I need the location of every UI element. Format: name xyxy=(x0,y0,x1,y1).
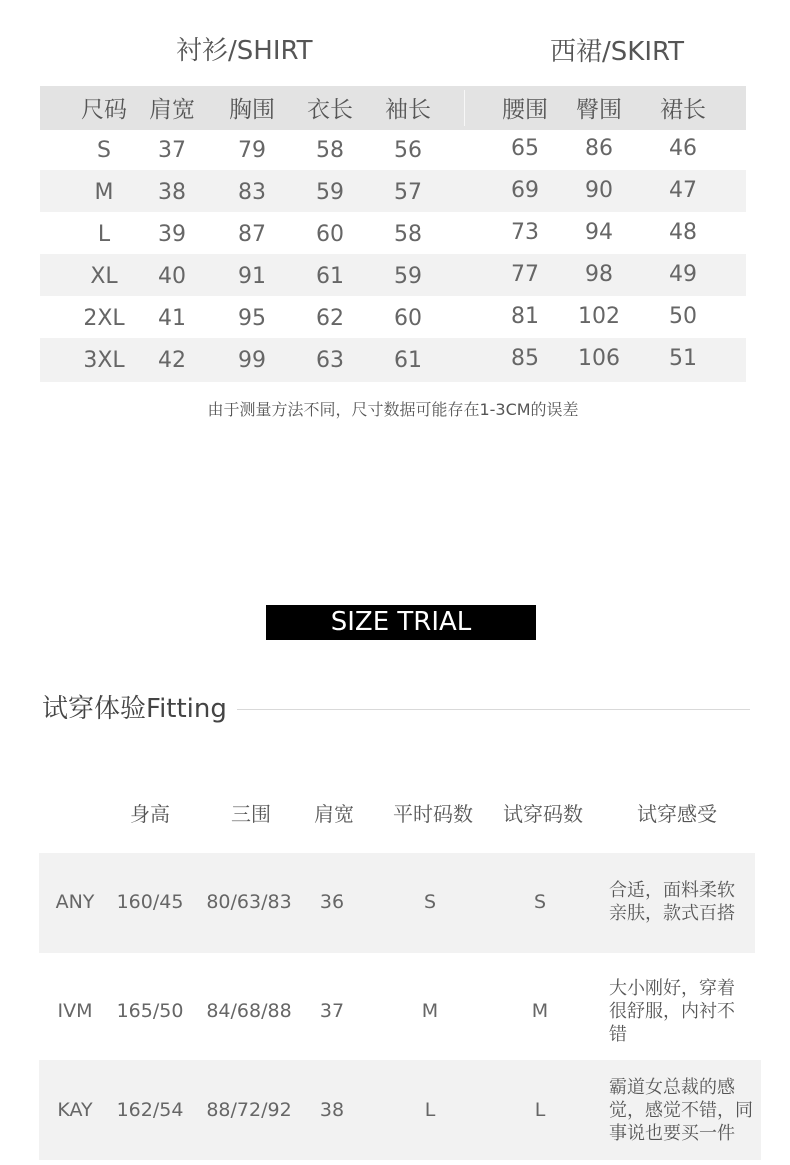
shirt-table-cell: 56 xyxy=(394,138,422,163)
skirt-table-cell: 85 xyxy=(511,346,539,371)
model-measurements: 84/68/88 xyxy=(206,1000,292,1022)
shirt-table-cell: 61 xyxy=(316,264,344,289)
skirt-column-header: 臀围 xyxy=(576,97,622,123)
skirt-table-cell: 51 xyxy=(669,346,697,371)
skirt-table-cell: 77 xyxy=(511,262,539,287)
shirt-table-cell: 63 xyxy=(316,348,344,373)
shirt-table-cell: 83 xyxy=(238,180,266,205)
model-name: IVM xyxy=(57,1000,93,1022)
skirt-table-cell: 98 xyxy=(585,262,613,287)
shirt-table-cell: M xyxy=(94,180,114,205)
shirt-column-header: 衣长 xyxy=(307,97,353,123)
shirt-table-cell: L xyxy=(97,222,111,247)
model-usual-size: M xyxy=(421,1000,439,1022)
shirt-column-header: 肩宽 xyxy=(149,97,195,123)
shirt-table-cell: 95 xyxy=(238,306,266,331)
skirt-table-cell: 46 xyxy=(669,136,697,161)
model-shoulder: 36 xyxy=(319,891,345,913)
fitting-title: 试穿体验Fitting xyxy=(42,694,227,724)
shirt-column-header: 袖长 xyxy=(385,97,431,123)
shirt-table-cell: 61 xyxy=(394,348,422,373)
model-measurements: 88/72/92 xyxy=(206,1099,292,1121)
shirt-column-header: 尺码 xyxy=(81,97,127,123)
model-usual-size: S xyxy=(423,891,437,913)
shirt-table-cell: 99 xyxy=(238,348,266,373)
fitting-column-header: 肩宽 xyxy=(314,802,354,826)
model-name: ANY xyxy=(55,891,95,913)
skirt-table-cell: 47 xyxy=(669,178,697,203)
shirt-table-cell: 38 xyxy=(158,180,186,205)
shirt-title: 衬衫/SHIRT xyxy=(176,36,313,66)
shirt-table-cell: 58 xyxy=(394,222,422,247)
shirt-table-cell: 79 xyxy=(238,138,266,163)
skirt-table-cell: 49 xyxy=(669,262,697,287)
model-measurements: 80/63/83 xyxy=(206,891,292,913)
shirt-table-cell: 60 xyxy=(316,222,344,247)
shirt-table-cell: 87 xyxy=(238,222,266,247)
fitting-column-header: 身高 xyxy=(130,802,170,826)
shirt-table-cell: 3XL xyxy=(83,348,125,373)
model-height-weight: 160/45 xyxy=(116,891,184,913)
model-feeling: 大小刚好，穿着很舒服，内衬不错 xyxy=(609,977,735,1045)
skirt-table-cell: 73 xyxy=(511,220,539,245)
skirt-column-header: 腰围 xyxy=(502,97,548,123)
model-height-weight: 162/54 xyxy=(116,1099,184,1121)
model-tried-size: L xyxy=(534,1099,546,1121)
model-shoulder: 37 xyxy=(319,1000,345,1022)
skirt-table-cell: 102 xyxy=(578,304,620,329)
skirt-table-cell: 81 xyxy=(511,304,539,329)
skirt-title: 西裙/SKIRT xyxy=(550,37,685,67)
skirt-table-cell: 50 xyxy=(669,304,697,329)
shirt-table-cell: 39 xyxy=(158,222,186,247)
skirt-table-cell: 69 xyxy=(511,178,539,203)
skirt-table-cell: 65 xyxy=(511,136,539,161)
shirt-table-cell: 57 xyxy=(394,180,422,205)
skirt-table-cell: 48 xyxy=(669,220,697,245)
skirt-table-cell: 106 xyxy=(578,346,620,371)
size-trial-banner: SIZE TRIAL xyxy=(266,605,536,640)
skirt-table-cell: 94 xyxy=(585,220,613,245)
model-feeling: 霸道女总裁的感觉，感觉不错，同事说也要买一件 xyxy=(609,1076,753,1144)
model-shoulder: 38 xyxy=(319,1099,345,1121)
shirt-table-cell: XL xyxy=(90,264,118,289)
shirt-table-cell: 59 xyxy=(394,264,422,289)
fitting-title-rule xyxy=(237,709,750,710)
model-tried-size: M xyxy=(531,1000,549,1022)
shirt-table-cell: 59 xyxy=(316,180,344,205)
fitting-column-header: 三围 xyxy=(231,802,271,826)
measurement-note: 由于测量方法不同，尺寸数据可能存在1-3CM的误差 xyxy=(207,400,579,419)
model-name: KAY xyxy=(57,1099,93,1121)
fitting-column-header: 试穿码数 xyxy=(503,802,583,826)
model-feeling: 合适，面料柔软亲肤，款式百搭 xyxy=(609,880,735,924)
shirt-table-cell: 60 xyxy=(394,306,422,331)
skirt-table-cell: 86 xyxy=(585,136,613,161)
shirt-table-cell: 2XL xyxy=(83,306,125,331)
shirt-column-header: 胸围 xyxy=(229,97,275,123)
fitting-column-header: 平时码数 xyxy=(393,802,473,826)
shirt-table-cell: 37 xyxy=(158,138,186,163)
model-tried-size: S xyxy=(533,891,547,913)
model-usual-size: L xyxy=(424,1099,436,1121)
shirt-table-cell: 62 xyxy=(316,306,344,331)
skirt-table-cell: 90 xyxy=(585,178,613,203)
shirt-table-cell: 58 xyxy=(316,138,344,163)
table-divider xyxy=(464,90,465,126)
shirt-table-cell: S xyxy=(97,138,111,163)
shirt-table-cell: 42 xyxy=(158,348,186,373)
model-height-weight: 165/50 xyxy=(116,1000,184,1022)
fitting-column-header: 试穿感受 xyxy=(637,802,717,826)
shirt-table-cell: 91 xyxy=(238,264,266,289)
skirt-column-header: 裙长 xyxy=(660,97,706,123)
shirt-table-cell: 40 xyxy=(158,264,186,289)
shirt-table-cell: 41 xyxy=(158,306,186,331)
